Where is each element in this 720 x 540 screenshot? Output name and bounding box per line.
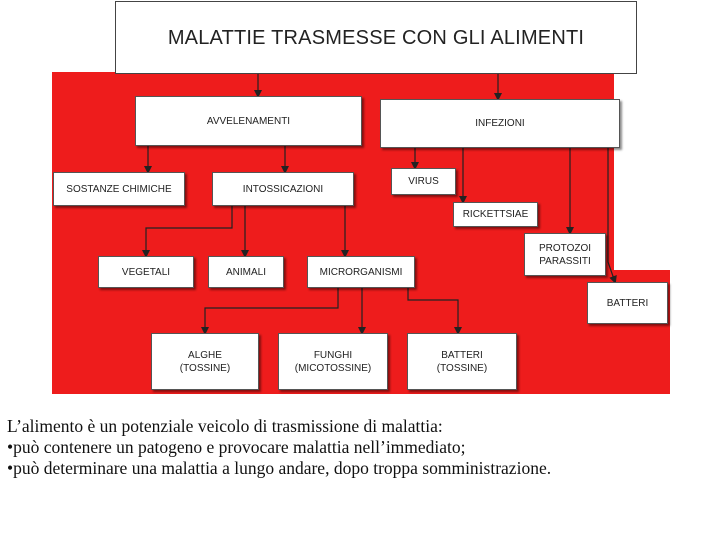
node-virus (391, 168, 456, 195)
node-infezioni (380, 99, 620, 148)
node-protozoi-parassiti (524, 233, 606, 276)
caption-text (7, 416, 717, 479)
node-avvelenamenti (135, 96, 362, 146)
node-batteri-tossine (407, 333, 517, 390)
caption-line-3: •può determinare una malattia a lungo andare, dopo troppa somministrazione. (7, 458, 552, 478)
node-sostanze-chimiche (53, 172, 185, 206)
node-alghe (151, 333, 259, 390)
node-infezioni-label: INFEZIONI (475, 118, 525, 129)
node-alghe-sublabel: (TOSSINE) (179, 362, 231, 374)
node-alghe-label: ALGHE (188, 349, 222, 361)
node-sostanze-chimiche-label: SOSTANZE CHIMICHE (66, 183, 172, 195)
node-batteri-tossine-label: BATTERI (441, 349, 483, 361)
diagram-title (115, 1, 637, 74)
node-vegetali-label: VEGETALI (121, 266, 171, 278)
node-batteri-infezioni-label: BATTERI (606, 297, 649, 309)
node-microrganismi (307, 256, 415, 288)
node-animali (208, 256, 284, 288)
node-microrganismi-label: MICRORGANISMI (319, 266, 403, 278)
caption-line-2: •può contenere un patogeno e provocare malattia nell’immediato; (7, 437, 466, 457)
node-parassiti-label: PARASSITI (539, 255, 591, 267)
node-funghi-label: FUNGHI (313, 349, 353, 361)
caption-line-1: L’alimento è un potenziale veicolo di trasmissione di malattia: (7, 416, 443, 436)
node-virus-label: VIRUS (408, 176, 439, 187)
node-funghi-sublabel: (MICOTOSSINE) (294, 362, 372, 374)
node-rickettsiae (453, 202, 538, 227)
node-intossicazioni (212, 172, 354, 206)
node-batteri-infezioni (587, 282, 668, 324)
node-protozoi-label: PROTOZOI (538, 242, 592, 254)
node-avvelenamenti-label: AVVELENAMENTI (206, 115, 291, 127)
node-batteri-tossine-sublabel: (TOSSINE) (436, 362, 488, 374)
node-vegetali (98, 256, 194, 288)
node-animali-label: ANIMALI (225, 266, 266, 278)
diagram-title-text: MALATTIE TRASMESSE CON GLI ALIMENTI (167, 26, 585, 49)
node-rickettsiae-label: RICKETTSIAE (462, 209, 529, 220)
node-funghi (278, 333, 388, 390)
node-intossicazioni-label: INTOSSICAZIONI (242, 183, 324, 195)
